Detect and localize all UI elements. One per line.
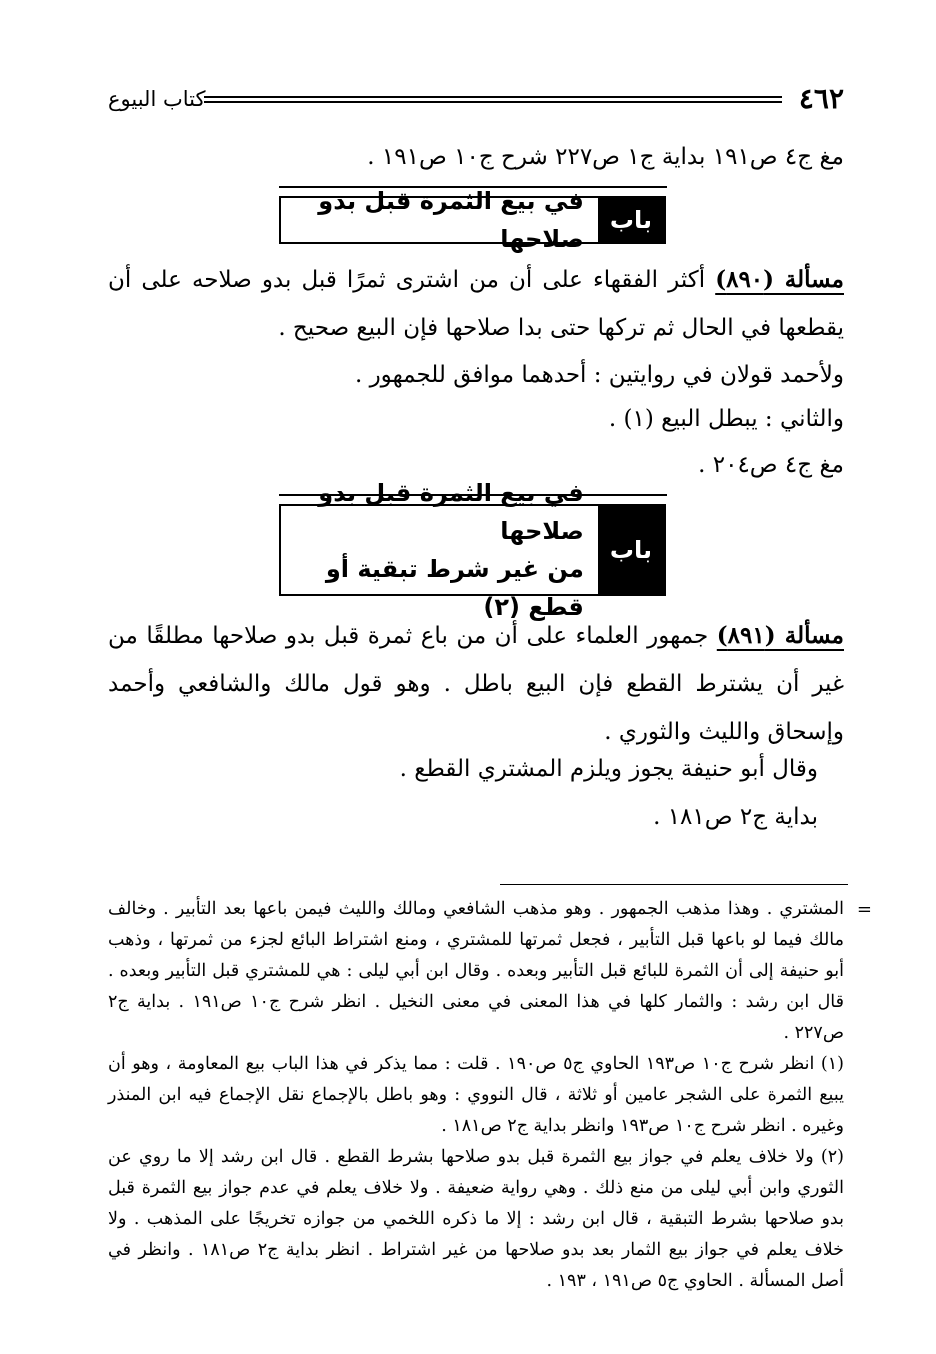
footnote-1: (١) انظر شرح ج١٠ ص١٩٣ الحاوي ج٥ ص١٩٠ . قلت : مما يذكر في هذا الباب بيع المعاومة ، وهو أن يبيع الثمرة على الشجر عامين أو ثلاثة ، قال النووي : وهو باطل بالإجماع نقل الإجماع فيه ابن المنذر وغيره . انظر شرح ج١٠ ص١٩٣ وانظر بداية ج٢ ص١٨١ . — [108, 1054, 844, 1136]
issue-890-heading: مسألة (٨٩٠) — [715, 266, 844, 293]
chapter2-title-line1: في بيع الثمرة قبل بدو صلاحها — [318, 479, 584, 545]
issue-890-reference: مغ ج٤ ص٢٠٤ . — [698, 452, 844, 478]
top-reference: مغ ج٤ ص١٩١ بداية ج١ ص٢٢٧ شرح ج١٠ ص١٩١ . — [367, 144, 844, 170]
footnote-continuation: المشتري . وهذا مذهب الجمهور . وهو مذهب الشافعي ومالك والليث فيمن باعها بعد التأبير . وخالف مالك فيما لو باعها قبل التأبير ، فجعل ثمرتها للمشتري ، ومنع اشتراط البائع لجزء من ثمرتها ، وذهب أبو حنيفة إلى أن الثمرة للبائع قبل التأبير وبعده . وقال ابن أبي ليلى : هي للمشتري قبل التأبير وبعده . قال ابن رشد : والثمار كلها في هذا المعنى في معنى النخيل . انظر شرح ج١٠ ص١٩١ . بداية ج٢ ص٢٢٧ . — [108, 899, 844, 1043]
chapter1-heading-box — [279, 187, 666, 253]
issue-891-heading: مسألة (٨٩١) — [716, 622, 844, 649]
issue-891-text: جمهور العلماء على أن من باع ثمرة قبل بدو صلاحها مطلقًا من غير أن يشترط القطع فإن البيع باطل . وهو قول مالك والشافعي وأحمد وإسحاق والليث والثوري . — [108, 623, 844, 745]
chapter1-label: باب — [598, 198, 664, 242]
chapter2-label: باب — [598, 506, 664, 594]
issue-891-reference: بداية ج٢ ص١٨١ . — [653, 804, 818, 830]
chapter2-title — [281, 479, 598, 621]
issue-890-line3: والثاني : يبطل البيع (١) . — [608, 406, 844, 432]
issue-890-paragraph — [108, 256, 844, 352]
footnotes — [108, 894, 872, 1297]
page-number: ٤٦٢ — [798, 82, 844, 115]
issue-891-paragraph — [108, 612, 844, 756]
page-header — [108, 82, 844, 116]
chapter1-title: في بيع الثمرة قبل بدو صلاحها — [318, 187, 584, 253]
footnote-separator — [500, 884, 848, 885]
issue-891-line2: وقال أبو حنيفة يجوز ويلزم المشتري القطع . — [399, 756, 818, 782]
issue-890-line2: ولأحمد قولان في روايتين : أحدهما موافق للجمهور . — [354, 362, 844, 388]
chapter2-heading-box — [279, 479, 666, 621]
footnote-2: (٢) ولا خلاف يعلم في جواز بيع الثمرة قبل بدو صلاحها بشرط القطع . قال ابن رشد إلا ما روي عن الثوري وابن أبي ليلى من منع ذلك . وهي رواية ضعيفة . ولا خلاف يعلم في عدم جواز بيع الثمرة قبل بدو صلاحها بشرط التبقية ، قال ابن رشد : إلا ما ذكره اللخمي من جوازه تخريجًا على المذهب . ولا خلاف يعلم في جواز بيع الثمار بعد بدو صلاحها من غير اشتراط . انظر بداية ج٢ ص١٨١ . وانظر في أصل المسألة . الحاوي ج٥ ص١٩١ ، ١٩٣ . — [108, 1147, 844, 1291]
header-double-rule — [204, 96, 782, 103]
continuation-mark: = — [856, 899, 872, 920]
chapter2-title-line2: من غير شرط تبقية أو قطع (٢) — [325, 555, 584, 621]
issue-890-text: أكثر الفقهاء على أن من اشترى ثمرًا قبل بدو صلاحه على أن يقطعها في الحال ثم تركها حتى بدا صلاحها فإن البيع صحيح . — [108, 267, 844, 341]
running-title: كتاب البيوع — [108, 87, 206, 111]
